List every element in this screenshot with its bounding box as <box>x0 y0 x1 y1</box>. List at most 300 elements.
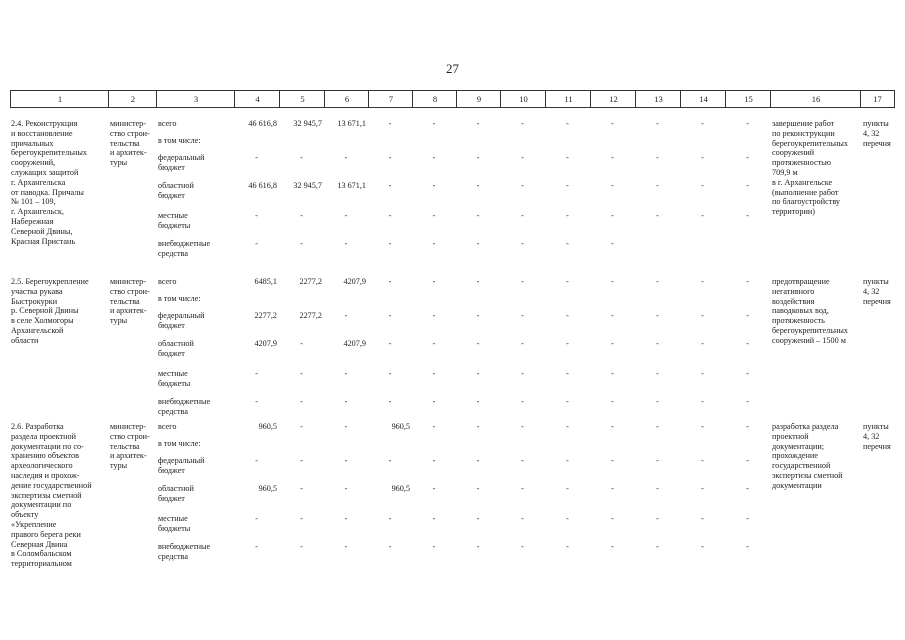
funding-value: - <box>432 211 436 220</box>
measure-name: наследия и прохож- <box>11 471 80 480</box>
funding-value: - <box>300 153 303 162</box>
funding-value: - <box>388 369 392 378</box>
header-col-16: 16 <box>770 90 861 108</box>
executor: министер- <box>110 277 146 286</box>
funding-value: - <box>432 311 436 320</box>
funding-value: 13 671,1 <box>337 181 366 190</box>
funding-value: - <box>521 369 524 378</box>
funding-value: - <box>476 456 480 465</box>
funding-value: - <box>746 339 749 348</box>
expected-result: проектной <box>772 431 809 441</box>
funding-value: - <box>388 211 392 220</box>
funding-value: - <box>300 542 303 551</box>
measure-name: территориальном <box>11 559 72 569</box>
measure-name: № 101 – 109, <box>11 197 56 207</box>
funding-value: - <box>521 397 524 406</box>
funding-source: в том числе: <box>158 294 201 303</box>
funding-value: - <box>566 153 569 162</box>
measure-name: археологического <box>11 461 73 471</box>
funding-value: - <box>566 422 569 431</box>
funding-value: - <box>476 181 480 190</box>
funding-value: - <box>701 514 704 523</box>
header-col-10: 10 <box>500 90 546 108</box>
funding-value: - <box>566 484 569 493</box>
funding-value: - <box>611 277 614 286</box>
funding-value: - <box>300 339 303 348</box>
measure-name: дение государственной <box>11 480 92 490</box>
funding-value: 960,5 <box>258 422 277 431</box>
measure-name: документации по со- <box>11 441 84 451</box>
funding-value: - <box>521 119 524 128</box>
funding-value: - <box>566 339 569 348</box>
funding-value: - <box>611 339 614 348</box>
funding-source: в том числе: <box>158 136 201 145</box>
funding-value: - <box>746 181 749 190</box>
funding-value: - <box>521 239 524 248</box>
funding-value: - <box>656 311 659 320</box>
funding-value: - <box>656 211 659 220</box>
funding-value: 32 945,7 <box>293 181 322 190</box>
funding-value: - <box>476 484 480 493</box>
funding-value: - <box>255 456 258 465</box>
header-col-2: 2 <box>108 90 157 108</box>
measure-name: г. Архангельска <box>11 177 66 187</box>
funding-value: - <box>432 456 436 465</box>
funding-source: областной <box>158 484 194 493</box>
funding-value: 2277,2 <box>299 311 322 320</box>
funding-value: - <box>344 397 348 406</box>
funding-value: - <box>521 339 524 348</box>
funding-value: - <box>344 542 348 551</box>
funding-value: - <box>255 153 258 162</box>
funding-value: 960,5 <box>391 422 410 431</box>
funding-source: местные <box>158 211 188 220</box>
funding-value: - <box>388 277 392 286</box>
funding-value: - <box>300 514 303 523</box>
funding-source: местные <box>158 369 188 378</box>
funding-value: - <box>611 311 614 320</box>
funding-source: бюджеты <box>158 523 191 533</box>
funding-value: 4207,9 <box>254 339 277 348</box>
funding-source: средства <box>158 248 189 258</box>
funding-value: - <box>656 422 659 431</box>
funding-value: - <box>656 514 659 523</box>
expected-result: сооружений <box>772 148 815 158</box>
funding-value: - <box>521 422 524 431</box>
funding-value: - <box>611 153 614 162</box>
funding-value: - <box>746 277 749 286</box>
expected-result: разработка раздела <box>772 422 839 431</box>
measure-name: участка рукава <box>11 286 63 296</box>
funding-value: - <box>746 119 749 128</box>
measure-name: г. Архангельск, <box>11 207 64 217</box>
funding-value: - <box>656 369 659 378</box>
list-reference: пункты <box>863 277 889 286</box>
funding-value: - <box>701 542 704 551</box>
funding-value: - <box>521 211 524 220</box>
measure-name: в селе Холмогоры <box>11 316 74 326</box>
funding-value: - <box>255 542 258 551</box>
expected-result: государственной <box>772 461 831 471</box>
list-reference: 4, 32 <box>863 431 880 441</box>
funding-value: - <box>255 369 258 378</box>
header-col-17: 17 <box>860 90 895 108</box>
measure-name: сооружений, <box>11 158 56 168</box>
header-col-6: 6 <box>324 90 369 108</box>
expected-result: негативного <box>772 286 815 296</box>
funding-source: бюджеты <box>158 378 191 388</box>
list-reference: пункты <box>863 119 889 128</box>
funding-value: - <box>344 369 348 378</box>
funding-value: - <box>432 277 436 286</box>
funding-source: областной <box>158 181 194 190</box>
executor: тельства <box>110 296 140 306</box>
expected-result: протяженность <box>772 316 825 326</box>
funding-value: - <box>388 456 392 465</box>
expected-result: берегоукрепительных <box>772 138 848 148</box>
funding-source: бюджет <box>158 162 185 172</box>
funding-value: - <box>701 211 704 220</box>
measure-name: Северная Двина <box>11 539 68 549</box>
funding-value: - <box>701 484 704 493</box>
funding-value: - <box>746 542 749 551</box>
expected-result: в г. Архангельске <box>772 177 833 187</box>
funding-value: - <box>521 456 524 465</box>
funding-value: - <box>388 153 392 162</box>
measure-name: Архангельской <box>11 326 64 335</box>
funding-value: - <box>566 514 569 523</box>
measure-name: 2.4. Реконструкция <box>11 119 78 128</box>
funding-value: - <box>566 181 569 190</box>
funding-value: - <box>300 369 303 378</box>
executor: туры <box>110 316 128 326</box>
funding-source: бюджет <box>158 348 185 358</box>
funding-value: - <box>566 456 569 465</box>
funding-value: 46 616,8 <box>248 119 277 128</box>
funding-value: - <box>476 239 480 248</box>
expected-result: по благоустройству <box>772 197 841 207</box>
executor: тельства <box>110 441 140 451</box>
measure-name: р. Северной Двины <box>11 306 79 316</box>
funding-value: - <box>566 239 569 248</box>
measure-name: 2.5. Берегоукрепление <box>11 277 89 286</box>
funding-value: - <box>521 514 524 523</box>
funding-value: - <box>476 119 480 128</box>
measure-name: объекту <box>11 510 39 520</box>
funding-value: - <box>611 181 614 190</box>
funding-value: - <box>746 514 749 523</box>
funding-value: - <box>656 484 659 493</box>
header-col-7: 7 <box>368 90 413 108</box>
header-col-15: 15 <box>725 90 771 108</box>
funding-value: - <box>566 211 569 220</box>
funding-value: - <box>344 422 348 431</box>
funding-value: - <box>746 153 749 162</box>
funding-value: - <box>388 542 392 551</box>
funding-value: - <box>432 119 436 128</box>
funding-source: всего <box>158 422 177 431</box>
executor: туры <box>110 461 128 471</box>
funding-value: 32 945,7 <box>293 119 322 128</box>
header-col-1: 1 <box>10 90 109 108</box>
funding-value: - <box>611 119 614 128</box>
measure-name: правого берега реки <box>11 529 81 539</box>
funding-source: бюджет <box>158 465 185 475</box>
header-col-13: 13 <box>635 90 681 108</box>
funding-value: - <box>611 369 614 378</box>
funding-value: - <box>746 456 749 465</box>
executor: и архитек- <box>110 306 147 316</box>
funding-value: - <box>611 397 614 406</box>
funding-value: - <box>388 339 392 348</box>
measure-name: причальных <box>11 138 54 148</box>
funding-value: - <box>521 277 524 286</box>
funding-source: федеральный <box>158 456 205 465</box>
funding-value: - <box>746 211 749 220</box>
funding-value: - <box>344 456 348 465</box>
funding-value: - <box>432 397 436 406</box>
funding-value: - <box>746 369 749 378</box>
page-number: 27 <box>446 61 459 76</box>
header-col-5: 5 <box>279 90 325 108</box>
header-col-14: 14 <box>680 90 726 108</box>
funding-value: - <box>476 153 480 162</box>
funding-value: - <box>344 211 348 220</box>
funding-value: - <box>388 397 392 406</box>
expected-result: воздействия <box>772 296 815 306</box>
funding-value: - <box>476 211 480 220</box>
measure-name: Северной Двины, <box>11 226 73 236</box>
expected-result: территории) <box>772 207 815 217</box>
funding-value: - <box>388 514 392 523</box>
funding-value: - <box>476 397 480 406</box>
measure-name: Красная Пристань <box>11 236 76 246</box>
expected-result: 709,9 м <box>772 168 798 177</box>
funding-value: - <box>566 542 569 551</box>
executor: и архитек- <box>110 451 147 461</box>
funding-value: - <box>432 484 436 493</box>
executor: министер- <box>110 119 146 128</box>
funding-value: - <box>388 239 392 248</box>
expected-result: паводковых вод, <box>772 306 829 316</box>
funding-value: - <box>701 397 704 406</box>
funding-value: - <box>255 397 258 406</box>
funding-value: - <box>611 542 614 551</box>
funding-value: - <box>432 339 436 348</box>
executor: ство строи- <box>110 431 150 441</box>
funding-value: - <box>300 397 303 406</box>
funding-value: - <box>388 181 392 190</box>
funding-value: - <box>388 311 392 320</box>
funding-value: - <box>388 119 392 128</box>
funding-source: местные <box>158 514 188 523</box>
measure-name: Набережная <box>11 217 54 226</box>
funding-value: - <box>476 514 480 523</box>
funding-value: - <box>701 311 704 320</box>
funding-value: - <box>476 422 480 431</box>
funding-value: - <box>566 277 569 286</box>
funding-value: - <box>344 484 348 493</box>
funding-value: - <box>701 369 704 378</box>
funding-value: - <box>656 397 659 406</box>
header-col-9: 9 <box>456 90 501 108</box>
executor: тельства <box>110 138 140 148</box>
executor: министер- <box>110 422 146 431</box>
funding-value: - <box>476 369 480 378</box>
funding-value: - <box>701 339 704 348</box>
measure-name: раздела проектной <box>11 431 76 441</box>
funding-value: - <box>521 311 524 320</box>
funding-value: - <box>255 239 258 248</box>
funding-value: - <box>521 153 524 162</box>
measure-name: берегоукрепительных <box>11 148 87 158</box>
funding-value: - <box>566 119 569 128</box>
funding-value: - <box>432 239 436 248</box>
funding-value: - <box>300 211 303 220</box>
funding-value: - <box>566 397 569 406</box>
funding-value: - <box>432 514 436 523</box>
measure-name: «Укрепление <box>11 520 57 529</box>
funding-value: - <box>432 153 436 162</box>
measure-name: Быстрокурки <box>11 296 58 306</box>
measure-name: документации по <box>11 500 72 510</box>
funding-value: - <box>611 484 614 493</box>
funding-value: - <box>746 311 749 320</box>
funding-value: - <box>656 456 659 465</box>
funding-value: - <box>611 456 614 465</box>
header-col-3: 3 <box>156 90 235 108</box>
funding-source: внебюджетные <box>158 239 211 248</box>
header-col-11: 11 <box>545 90 591 108</box>
funding-source: бюджет <box>158 320 185 330</box>
funding-value: - <box>701 422 704 431</box>
funding-value: - <box>521 484 524 493</box>
funding-value: - <box>611 239 614 248</box>
executor: ство строи- <box>110 286 150 296</box>
funding-value: - <box>656 153 659 162</box>
header-col-4: 4 <box>234 90 280 108</box>
funding-source: бюджеты <box>158 220 191 230</box>
executor: туры <box>110 158 128 168</box>
funding-value: - <box>701 181 704 190</box>
funding-source: всего <box>158 277 177 286</box>
funding-value: 4207,9 <box>343 339 366 348</box>
expected-result: документации; <box>772 441 825 451</box>
expected-result: документации <box>772 480 822 490</box>
expected-result: (выполнение работ <box>772 187 839 197</box>
list-reference: 4, 32 <box>863 128 880 138</box>
funding-value: - <box>344 311 348 320</box>
list-reference: перечня <box>863 441 891 451</box>
funding-value: 4207,9 <box>343 277 366 286</box>
funding-value: - <box>656 181 659 190</box>
funding-value: - <box>300 422 303 431</box>
funding-source: средства <box>158 406 189 416</box>
funding-value: - <box>300 484 303 493</box>
measure-name: хранению объектов <box>11 451 79 461</box>
funding-value: - <box>344 153 348 162</box>
funding-value: - <box>300 239 303 248</box>
expected-result: прохождение <box>772 451 818 461</box>
funding-source: средства <box>158 551 189 561</box>
list-reference: перечня <box>863 138 891 148</box>
funding-source: бюджет <box>158 190 185 200</box>
funding-value: 6485,1 <box>254 277 277 286</box>
funding-value: 2277,2 <box>254 311 277 320</box>
executor: и архитек- <box>110 148 147 158</box>
funding-value: 2277,2 <box>299 277 322 286</box>
funding-value: - <box>432 542 436 551</box>
expected-result: сооружений – 1500 м <box>772 335 846 345</box>
measure-name: экспертизы сметной <box>11 490 82 500</box>
funding-value: 960,5 <box>391 484 410 493</box>
funding-value: - <box>476 277 480 286</box>
expected-result: протяженностью <box>772 158 832 168</box>
expected-result: по реконструкции <box>772 128 835 138</box>
funding-source: федеральный <box>158 153 205 162</box>
funding-value: - <box>432 369 436 378</box>
funding-value: - <box>746 484 749 493</box>
funding-value: - <box>701 277 704 286</box>
list-reference: пункты <box>863 422 889 431</box>
funding-source: областной <box>158 339 194 348</box>
funding-value: - <box>746 422 749 431</box>
list-reference: перечня <box>863 296 891 306</box>
header-col-12: 12 <box>590 90 636 108</box>
expected-result: завершение работ <box>772 119 835 128</box>
funding-value: - <box>701 456 704 465</box>
measure-name: от паводка. Причалы <box>11 187 84 197</box>
funding-value: - <box>432 422 436 431</box>
funding-value: - <box>656 339 659 348</box>
funding-value: 960,5 <box>258 484 277 493</box>
funding-value: - <box>566 369 569 378</box>
funding-source: внебюджетные <box>158 542 211 551</box>
funding-value: - <box>521 542 524 551</box>
funding-value: - <box>611 422 614 431</box>
funding-value: - <box>344 239 348 248</box>
funding-value: - <box>476 311 480 320</box>
funding-value: - <box>701 153 704 162</box>
funding-value: - <box>566 311 569 320</box>
funding-value: - <box>255 211 258 220</box>
measure-name: области <box>11 335 39 345</box>
expected-result: предотвращение <box>772 277 830 286</box>
funding-value: - <box>656 542 659 551</box>
funding-value: - <box>476 339 480 348</box>
funding-value: - <box>656 277 659 286</box>
funding-value: - <box>432 181 436 190</box>
list-reference: 4, 32 <box>863 286 880 296</box>
funding-value: 13 671,1 <box>337 119 366 128</box>
measure-name: 2.6. Разработка <box>11 422 64 431</box>
expected-result: экспертизы сметной <box>772 471 843 480</box>
funding-value: - <box>255 514 258 523</box>
funding-value: - <box>611 211 614 220</box>
funding-source: всего <box>158 119 177 128</box>
funding-value: - <box>701 119 704 128</box>
funding-value: - <box>300 456 303 465</box>
expected-result: берегоукрепительных <box>772 326 848 335</box>
funding-value: - <box>746 397 749 406</box>
funding-value: - <box>344 514 348 523</box>
measure-name: служащих защитой <box>11 168 79 177</box>
funding-source: внебюджетные <box>158 397 211 406</box>
funding-value: 46 616,8 <box>248 181 277 190</box>
funding-value: - <box>656 119 659 128</box>
measure-name: и восстановление <box>11 128 73 138</box>
funding-source: федеральный <box>158 311 205 320</box>
